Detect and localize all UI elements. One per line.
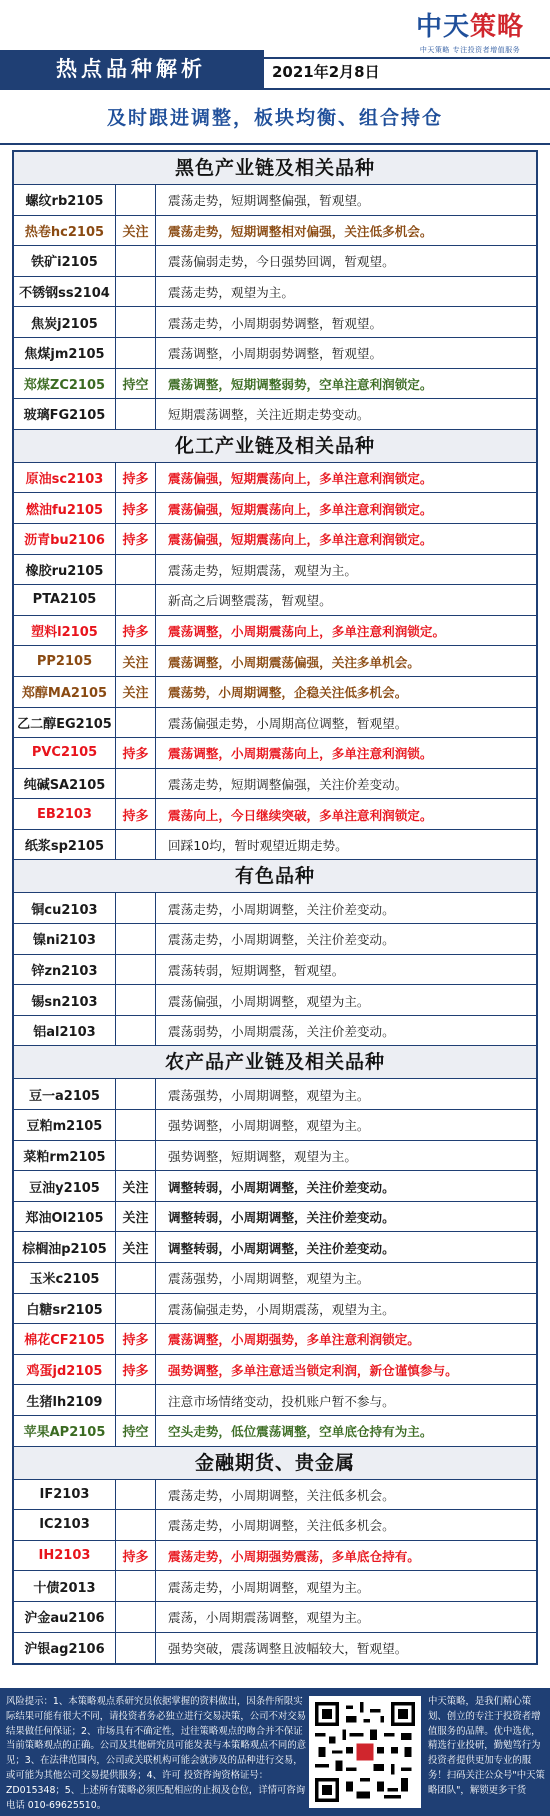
section-header: 有色品种 [14,860,536,893]
market-view: 回踩10均，暂时观望近期走势。 [168,838,348,854]
market-view: 震荡转弱，短期调整，暂观望。 [168,962,345,978]
market-view: 强势调整，小周期调整，观望为主。 [168,1118,370,1134]
contract-name: 焦炭j2105 [14,307,116,337]
market-view: 调整转弱，小周期调整，关注价差变动。 [168,1210,395,1226]
market-view: 震荡走势，小周期强势震荡，多单底仓持有。 [168,1549,420,1565]
contract-name: 沪银ag2106 [14,1633,116,1664]
market-view: 震荡走势，短期调整偏强，暂观望。 [168,193,370,209]
market-view: 震荡调整，小周期震荡向上，多单注意利润锁定。 [168,624,446,640]
position-tag: 关注 [116,646,156,676]
position-tag: 关注 [116,1202,156,1232]
market-view: 强势突破，震荡调整且波幅较大，暂观望。 [168,1641,408,1657]
market-view: 震荡走势，小周期调整，关注价差变动。 [168,932,395,948]
logo-text-right: 策略 [470,12,525,42]
table-row [14,1510,536,1541]
table-row [14,307,536,338]
page-subtitle: 及时跟进调整，板块均衡、组合持仓 [106,107,443,129]
position-tag [116,185,156,215]
logo-text-left: 中天 [415,12,470,42]
contract-name: 苹果AP2105 [14,1416,116,1446]
market-view: 震荡偏强，短期震荡向上，多单注意利润锁定。 [168,532,433,548]
position-tag: 持多 [116,1355,156,1385]
market-view: 震荡偏强走势，小周期高位调整，暂观望。 [168,715,408,731]
market-view: 震荡走势，小周期调整，关注低多机会。 [168,1487,395,1503]
table-row [14,738,536,769]
contract-name: PP2105 [14,646,116,676]
contract-name: PTA2105 [14,585,116,615]
market-view: 空头走势，低位震荡调整，空单底仓持有为主。 [168,1424,433,1440]
section-header: 黑色产业链及相关品种 [14,152,536,185]
position-tag [116,307,156,337]
market-view: 震荡弱势，小周期震荡，关注价差变动。 [168,1024,395,1040]
position-tag [116,830,156,860]
contract-name: 棕榈油p2105 [14,1232,116,1262]
contract-name: 玻璃FG2105 [14,399,116,429]
contract-name: 热卷hc2105 [14,216,116,246]
position-tag [116,1016,156,1046]
contract-name: 纯碱SA2105 [14,769,116,799]
position-tag [116,1571,156,1601]
logo-wordmark [412,6,528,43]
position-tag: 持空 [116,1416,156,1446]
market-view: 震荡偏强，短期震荡向上，多单注意利润锁定。 [168,501,433,517]
position-tag: 持多 [116,738,156,768]
table-row [14,338,536,369]
market-view: 注意市场情绪变动，投机账户暂不参与。 [168,1393,395,1409]
contract-name: 郑油OI2105 [14,1202,116,1232]
market-view: 震荡向上，今日继续突破，多单注意利润锁定。 [168,807,433,823]
position-tag: 持多 [116,799,156,829]
position-tag: 持多 [116,493,156,523]
table-row [14,1480,536,1511]
table-row [14,1141,536,1172]
table-row [14,769,536,800]
footer [0,1688,550,1816]
market-view: 震荡偏弱走势，今日强势回调，暂观望。 [168,254,395,270]
position-tag [116,955,156,985]
table-row [14,1541,536,1572]
table-row [14,1016,536,1047]
position-tag [116,585,156,615]
market-view: 调整转弱，小周期调整，关注价差变动。 [168,1179,395,1195]
contract-name: 螺纹rb2105 [14,185,116,215]
contract-name: 鸡蛋jd2105 [14,1355,116,1385]
table-row [14,555,536,586]
contract-name: 沥青bu2106 [14,524,116,554]
table-row [14,246,536,277]
market-view: 震荡走势，小周期调整，关注价差变动。 [168,901,395,917]
analysis-table [12,150,538,1665]
position-tag: 持多 [116,1541,156,1571]
section-header: 农产品产业链及相关品种 [14,1046,536,1079]
contract-name: 十债2013 [14,1571,116,1601]
table-row [14,1416,536,1447]
brand-logo [412,6,528,52]
position-tag [116,1510,156,1540]
contract-name: IF2103 [14,1480,116,1510]
header [0,0,550,88]
table-row [14,1324,536,1355]
table-row [14,1263,536,1294]
contract-name: 锡sn2103 [14,985,116,1015]
contract-name: 铜cu2103 [14,893,116,923]
report-date: 2021年2月8日 [272,63,380,81]
contract-name: 豆粕m2105 [14,1110,116,1140]
contract-name: 铁矿i2105 [14,246,116,276]
contract-name: 铝al2103 [14,1016,116,1046]
market-view: 震荡调整，小周期强势，多单注意利润锁定。 [168,1332,420,1348]
position-tag [116,399,156,429]
contract-name: 燃油fu2105 [14,493,116,523]
position-tag: 关注 [116,1232,156,1262]
market-view: 震荡走势，短期调整相对偏强，关注低多机会。 [168,223,433,239]
table-row [14,924,536,955]
contract-name: 郑醇MA2105 [14,677,116,707]
position-tag [116,1385,156,1415]
contract-name: 菜粕rm2105 [14,1141,116,1171]
contract-name: IC2103 [14,1510,116,1540]
market-view: 震荡强势，小周期调整，观望为主。 [168,1087,370,1103]
contract-name: 沪金au2106 [14,1602,116,1632]
contract-name: 生猪lh2109 [14,1385,116,1415]
table-row [14,708,536,739]
market-view: 强势调整，短期调整，观望为主。 [168,1148,357,1164]
position-tag [116,338,156,368]
table-row [14,1079,536,1110]
table-row [14,1355,536,1386]
market-view: 震荡走势，观望为主。 [168,285,294,301]
contract-name: 白糖sr2105 [14,1294,116,1324]
promo-text: 中天策略，是我们精心策划、创立的专注于投资者增值服务的品牌。优中选优，精选行业投研，勤勉笃行为投资者提供更加专业的服务！扫码关注公众号"中天策略团队"，解锁更多干货 [428,1696,545,1796]
table-row [14,185,536,216]
table-row [14,1232,536,1263]
market-view: 震荡势，小周期调整，企稳关注低多机会。 [168,685,408,701]
market-view: 震荡调整，小周期弱势调整，暂观望。 [168,346,383,362]
contract-name: 玉米c2105 [14,1263,116,1293]
logo-tagline: 中天策略 专注投资者增值服务 [419,46,521,54]
market-view: 震荡偏强，短期震荡向上，多单注意利润锁定。 [168,471,433,487]
position-tag [116,769,156,799]
position-tag [116,893,156,923]
section-header: 金融期货、贵金属 [14,1447,536,1480]
market-view: 震荡调整，小周期震荡偏强，关注多单机会。 [168,654,420,670]
table-row [14,830,536,861]
position-tag [116,1263,156,1293]
position-tag [116,1141,156,1171]
position-tag [116,1110,156,1140]
table-row [14,985,536,1016]
page-title: 热点品种解析 [0,50,264,88]
table-row [14,1294,536,1325]
position-tag: 关注 [116,1171,156,1201]
contract-name: 原油sc2103 [14,463,116,493]
table-row [14,463,536,494]
subtitle-rule [0,143,550,145]
position-tag [116,1079,156,1109]
contract-name: EB2103 [14,799,116,829]
qr-code[interactable] [309,1696,421,1808]
contract-name: PVC2105 [14,738,116,768]
position-tag: 持多 [116,463,156,493]
contract-name: 塑料l2105 [14,616,116,646]
contract-name: 焦煤jm2105 [14,338,116,368]
market-view: 调整转弱，小周期调整，关注价差变动。 [168,1240,395,1256]
position-tag: 持多 [116,524,156,554]
table-row [14,1171,536,1202]
market-view: 震荡，小周期震荡调整，观望为主。 [168,1610,370,1626]
contract-name: 锌zn2103 [14,955,116,985]
position-tag [116,1633,156,1664]
market-view: 震荡强势，小周期调整，观望为主。 [168,1271,370,1287]
section-header: 化工产业链及相关品种 [14,430,536,463]
table-row [14,369,536,400]
table-row [14,799,536,830]
market-view: 震荡走势，短期调整偏强，关注价差变动。 [168,776,408,792]
market-view: 震荡调整，短期调整弱势，空单注意利润锁定。 [168,376,433,392]
position-tag: 持多 [116,1324,156,1354]
position-tag [116,246,156,276]
market-view: 震荡偏强走势，小周期震荡，观望为主。 [168,1301,395,1317]
table-row [14,493,536,524]
table-row [14,955,536,986]
contract-name: 橡胶ru2105 [14,555,116,585]
contract-name: 纸浆sp2105 [14,830,116,860]
risk-disclaimer: 风险提示：1、本策略观点系研究员依据掌握的资料做出，因条件所限实际结果可能有很大不同，请投资者务必独立进行交易决策，公司不对交易结果做任何保证；2、市场具有不确定性，过往策略观点的吻合并不保证当前策略观点的正确。公司及其他研究员可能发表与本策略观点不同的意见；3、在法律范围内，公司或关联机构可能会就涉及的品种进行交易，或可能为其他公司交易提供服务；4、许可 投资咨询资格证号：ZD015348；5、上述所有策略必须匹配相应的止损及仓位，详情可咨询电话 010-69625510。 [6,1696,307,1811]
position-tag [116,277,156,307]
table-row [14,1602,536,1633]
table-row [14,277,536,308]
table-row [14,399,536,430]
contract-name: 郑煤ZC2105 [14,369,116,399]
table-row [14,1633,536,1664]
position-tag: 关注 [116,216,156,246]
position-tag: 持多 [116,616,156,646]
contract-name: IH2103 [14,1541,116,1571]
table-row [14,646,536,677]
table-row [14,216,536,247]
table-row [14,1110,536,1141]
position-tag [116,1294,156,1324]
contract-name: 豆油y2105 [14,1171,116,1201]
position-tag: 关注 [116,677,156,707]
position-tag [116,985,156,1015]
market-view: 震荡走势，小周期调整，观望为主。 [168,1579,370,1595]
contract-name: 豆一a2105 [14,1079,116,1109]
position-tag [116,708,156,738]
position-tag [116,924,156,954]
market-view: 震荡走势，小周期调整，关注低多机会。 [168,1518,395,1534]
market-view: 震荡调整，小周期震荡向上，多单注意利润锁。 [168,746,433,762]
market-view: 短期震荡调整，关注近期走势变动。 [168,407,370,423]
market-view: 强势调整，多单注意适当锁定利润，新仓谨慎参与。 [168,1363,458,1379]
position-tag [116,1480,156,1510]
market-view: 震荡走势，小周期弱势调整，暂观望。 [168,315,383,331]
table-row [14,1202,536,1233]
table-row [14,585,536,616]
contract-name: 镍ni2103 [14,924,116,954]
table-row [14,1385,536,1416]
contract-name: 棉花CF2105 [14,1324,116,1354]
table-row [14,1571,536,1602]
position-tag: 持空 [116,369,156,399]
market-view: 震荡走势，短期震荡，观望为主。 [168,562,357,578]
contract-name: 不锈钢ss2104 [14,277,116,307]
table-row [14,616,536,647]
qr-code-icon [315,1702,415,1802]
market-view: 新高之后调整震荡，暂观望。 [168,593,332,609]
position-tag [116,1602,156,1632]
position-tag [116,555,156,585]
contract-name: 乙二醇EG2105 [14,708,116,738]
table-row [14,677,536,708]
market-view: 震荡偏强，小周期调整，观望为主。 [168,993,370,1009]
table-row [14,524,536,555]
table-row [14,893,536,924]
